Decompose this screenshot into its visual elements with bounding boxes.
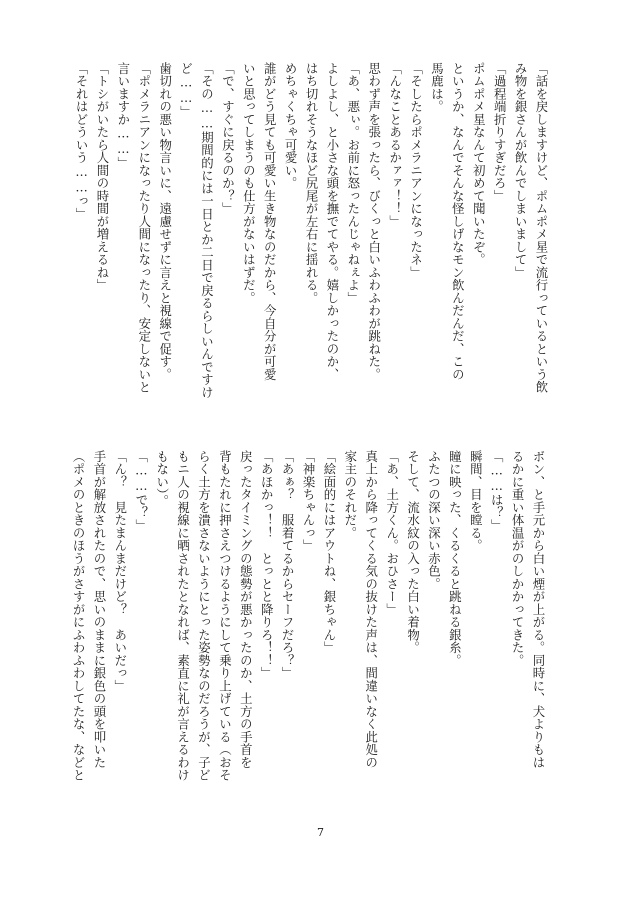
text-line: 馬鹿は。 [429, 62, 445, 113]
text-line: はち切れそうなほど尻尾が左右に揺れる。 [304, 62, 320, 305]
text-line: 「んなことあるかァァ！！」 [387, 62, 403, 228]
text-line: ど……」 [178, 62, 194, 119]
text-line: 「ポメラニアンになったり人間になったり、安定しないと [136, 62, 152, 394]
text-line: （ポメのときのほうがさすがにふわふわしてたな、などと [71, 450, 87, 782]
text-line: 「話を戻しますけど、ポムポメ星で流行っているという飲 [534, 62, 549, 394]
text-line: 戻ったタイミングの態勢が悪かったのか、土方の手首を [238, 450, 254, 769]
text-line: 思わず声を張ったら、びくっと白いふわふわが跳ねた。 [366, 62, 382, 381]
text-line: いと思ってしまうのも仕方がないはずだ。 [241, 62, 257, 305]
text-line: 「で、すぐに戻るのか？」 [220, 62, 236, 215]
text-line: るかに重い体温がのしかかってきた。 [510, 450, 526, 667]
text-line: 「トシがいたら人間の時間が増えるね」 [94, 62, 110, 292]
text-block-upper [70, 62, 551, 399]
text-line: み物を銀さんが飲んでしまいまして」 [513, 62, 529, 279]
text-line: 「……で？」 [133, 450, 149, 532]
text-line: 「あ、土方くん。おひさー」 [384, 450, 400, 616]
text-block-lower [67, 450, 548, 782]
text-line: 歯切れの悪い物言いに、遠慮せずに言えと視線で促す。 [157, 62, 173, 381]
text-line: 「その……期間的には一日とか二日で戻るらしいんですけ [199, 62, 215, 399]
text-line: 「そしたらポメラニアンになったネ」 [408, 62, 424, 279]
text-line: 真上から降ってくる気の抜けた声は、間違いなく此処の [363, 450, 379, 769]
text-line: 「ん？ 見たまんまだけど？ あいだっ」 [112, 450, 128, 693]
text-line: 瞬間、目を瞠る。 [468, 450, 484, 552]
text-line: もない）。 [154, 450, 170, 508]
text-line: 「それはどういう……っ」 [74, 62, 90, 221]
page-number: 7 [317, 826, 324, 839]
text-line: 「絵面的にはアウトね、銀ちゃん」 [321, 450, 337, 654]
text-line: 誰がどう見ても可愛い生き物なのだから、今自分が可愛 [262, 62, 278, 381]
text-line: らく土方を潰さないようにとった姿勢なのだろうが、子ど [196, 450, 212, 782]
text-line: 「……は？」 [489, 450, 505, 532]
text-line: 瞳に映った、くるくると跳ねる銀糸。 [447, 450, 463, 667]
text-line: 「あ、悪ぃ。お前に怒ったんじゃねぇよ」 [345, 62, 361, 305]
text-line: 「あほかっ！！ とっとと降りろ！！」 [259, 450, 275, 680]
text-line: 言いますか……」 [115, 62, 131, 170]
text-line: 手首が解放されたので、思いのままに銀色の頭を叩いた [91, 450, 107, 769]
text-line: もニ人の視線に晒されたとなれば、素直に礼が言えるわけ [175, 450, 191, 782]
text-line: ポムポメ星なんて初めて聞いたぞ。 [471, 62, 487, 266]
text-line: ふたつの深い深い赤色。 [426, 450, 442, 591]
text-line: ボン、と手元から白い煙が上がる。同時に、犬よりもは [531, 450, 546, 769]
text-line: 「あぁ？ 服着てるからセーフだろ？」 [280, 450, 296, 680]
text-line: 家主のそれだ。 [342, 450, 358, 540]
text-line: よしよし、と小さな頭を撫でてやる。嬉しかったのか、 [324, 62, 340, 381]
text-line: というか、なんでそんな怪しげなモン飲んだんだ、この [450, 62, 466, 381]
text-line: 背もたれに押さえつけるようにして乗り上げている（おそ [217, 450, 233, 782]
text-line: 「神楽ちゃんっ」 [301, 450, 317, 552]
text-line: そして、流水紋の入った白い着物。 [405, 450, 421, 654]
text-line: めちゃくちゃ可愛い。 [283, 62, 299, 190]
text-line: 「過程端折りすぎだろ」 [492, 62, 508, 203]
